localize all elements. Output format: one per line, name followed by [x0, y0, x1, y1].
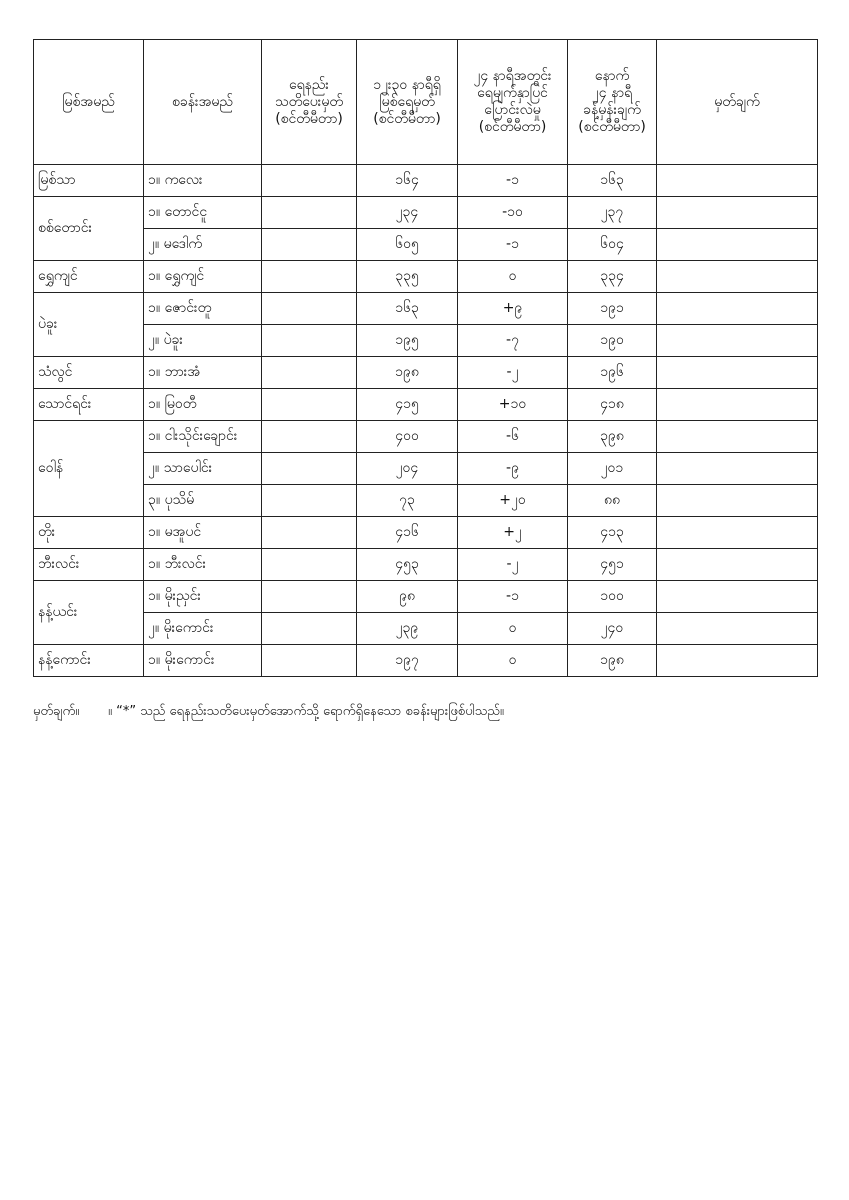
danger-level-cell: [262, 293, 357, 325]
station-name-cell: ၁။ မအူပင်: [144, 517, 262, 549]
table-body: [34, 165, 818, 677]
danger-level-cell: [262, 261, 357, 293]
table-row: [34, 485, 818, 517]
change-cell: ၀: [458, 261, 568, 293]
change-cell: -၁: [458, 229, 568, 261]
change-cell: -၁: [458, 165, 568, 197]
table-row: [34, 229, 818, 261]
forecast-cell: ၈၈: [568, 485, 657, 517]
river-name-cell: နန့်ယင်း: [34, 581, 144, 645]
station-name-cell: ၁။ ဘီးလင်း: [144, 549, 262, 581]
station-name-cell: ၂။ သာပေါင်း: [144, 453, 262, 485]
table-row: [34, 197, 818, 229]
header-change: ၂၄ နာရီအတွင်း ရေမျက်နှာပြင် ပြောင်းလဲမှု (စင်တီမီတာ): [458, 40, 568, 165]
table-row: [34, 165, 818, 197]
forecast-cell: ၁၉၆: [568, 357, 657, 389]
station-name-cell: ၂။ ပဲခူး: [144, 325, 262, 357]
change-cell: -၉: [458, 453, 568, 485]
header-remark: မှတ်ချက်: [657, 40, 818, 165]
river-name-cell: မြစ်သာ: [34, 165, 144, 197]
river-name-cell: သောင်ရင်း: [34, 389, 144, 421]
remark-cell: [657, 613, 818, 645]
forecast-cell: ၃၃၄: [568, 261, 657, 293]
river-name-cell: သံလွင်: [34, 357, 144, 389]
danger-level-cell: [262, 453, 357, 485]
danger-level-cell: [262, 485, 357, 517]
water-level-cell: ၉၈: [357, 581, 458, 613]
remark-cell: [657, 165, 818, 197]
station-name-cell: ၁။ ဘားအံ: [144, 357, 262, 389]
danger-level-cell: [262, 613, 357, 645]
forecast-cell: ၄၅၁: [568, 549, 657, 581]
water-level-cell: ၁၆၃: [357, 293, 458, 325]
water-level-cell: ၁၉၅: [357, 325, 458, 357]
change-cell: -၂: [458, 549, 568, 581]
forecast-cell: ၁၆၃: [568, 165, 657, 197]
remark-cell: [657, 485, 818, 517]
water-level-cell: ၄၀၀: [357, 421, 458, 453]
remark-cell: [657, 549, 818, 581]
forecast-cell: ၁၀၀: [568, 581, 657, 613]
danger-level-cell: [262, 549, 357, 581]
table-row: [34, 261, 818, 293]
remark-cell: [657, 421, 818, 453]
forecast-cell: ၁၉၀: [568, 325, 657, 357]
footnote-label: မှတ်ချက်။: [33, 704, 80, 719]
station-name-cell: ၁။ ရွှေကျင်: [144, 261, 262, 293]
water-level-cell: ၁၉၇: [357, 645, 458, 677]
danger-level-cell: [262, 197, 357, 229]
remark-cell: [657, 197, 818, 229]
station-name-cell: ၁။ မိုးကောင်း: [144, 645, 262, 677]
table-row: [34, 389, 818, 421]
forecast-cell: ၂၀၁: [568, 453, 657, 485]
water-level-cell: ၇၃: [357, 485, 458, 517]
danger-level-cell: [262, 325, 357, 357]
river-name-cell: ဘီးလင်း: [34, 549, 144, 581]
remark-cell: [657, 261, 818, 293]
header-row: [34, 40, 818, 165]
change-cell: +၁၀: [458, 389, 568, 421]
change-cell: +၉: [458, 293, 568, 325]
header-station: စခန်းအမည်: [144, 40, 262, 165]
water-level-table: [33, 39, 818, 677]
forecast-cell: ၃၉၈: [568, 421, 657, 453]
table-row: [34, 549, 818, 581]
header-water-level: ၁၂း၃၀ နာရီရှိ မြစ်ရေမှတ် (စင်တီမီတာ): [357, 40, 458, 165]
header-river: မြစ်အမည်: [34, 40, 144, 165]
change-cell: -၆: [458, 421, 568, 453]
change-cell: -၁၀: [458, 197, 568, 229]
table-row: [34, 421, 818, 453]
station-name-cell: ၁။ ဇောင်းတူ: [144, 293, 262, 325]
danger-level-cell: [262, 645, 357, 677]
forecast-cell: ၄၁၃: [568, 517, 657, 549]
danger-level-cell: [262, 389, 357, 421]
water-level-cell: ၄၁၆: [357, 517, 458, 549]
remark-cell: [657, 325, 818, 357]
change-cell: +၂: [458, 517, 568, 549]
river-name-cell: နန့်ကောင်း: [34, 645, 144, 677]
station-name-cell: ၁။ ကလေး: [144, 165, 262, 197]
station-name-cell: ၂။ မဒေါက်: [144, 229, 262, 261]
remark-cell: [657, 389, 818, 421]
table-row: [34, 517, 818, 549]
remark-cell: [657, 581, 818, 613]
forecast-cell: ၄၁၈: [568, 389, 657, 421]
station-name-cell: ၂။ မိုးကောင်း: [144, 613, 262, 645]
change-cell: ၀: [458, 645, 568, 677]
danger-level-cell: [262, 165, 357, 197]
water-level-cell: ၁၉၈: [357, 357, 458, 389]
change-cell: ၀: [458, 613, 568, 645]
water-level-cell: ၄၅၃: [357, 549, 458, 581]
table-row: [34, 357, 818, 389]
danger-level-cell: [262, 229, 357, 261]
forecast-cell: ၁၉၈: [568, 645, 657, 677]
water-level-cell: ၂၃၄: [357, 197, 458, 229]
change-cell: -၇: [458, 325, 568, 357]
change-cell: -၂: [458, 357, 568, 389]
water-level-cell: ၁၆၄: [357, 165, 458, 197]
danger-level-cell: [262, 581, 357, 613]
water-level-cell: ၂၃၉: [357, 613, 458, 645]
remark-cell: [657, 293, 818, 325]
change-cell: -၁: [458, 581, 568, 613]
forecast-cell: ၂၄၀: [568, 613, 657, 645]
river-name-cell: ရွှေကျင်: [34, 261, 144, 293]
station-name-cell: ၁။ ငါးသိုင်းချောင်း: [144, 421, 262, 453]
remark-cell: [657, 645, 818, 677]
table-row: [34, 581, 818, 613]
remark-cell: [657, 453, 818, 485]
danger-level-cell: [262, 421, 357, 453]
river-name-cell: စစ်တောင်း: [34, 197, 144, 261]
danger-level-cell: [262, 517, 357, 549]
water-level-cell: ၃၃၅: [357, 261, 458, 293]
station-name-cell: ၁။ မိုးညှင်း: [144, 581, 262, 613]
table-row: [34, 645, 818, 677]
footnote: [33, 703, 504, 722]
forecast-cell: ၆၀၄: [568, 229, 657, 261]
river-name-cell: ပဲခူး: [34, 293, 144, 357]
danger-level-cell: [262, 357, 357, 389]
table-row: [34, 325, 818, 357]
table-row: [34, 453, 818, 485]
river-name-cell: ဝေါန်: [34, 421, 144, 517]
header-forecast: နောက် ၂၄ နာရီ ခန့်မှန်းချက် (စင်တီမီတာ): [568, 40, 657, 165]
river-name-cell: တိုး: [34, 517, 144, 549]
remark-cell: [657, 229, 818, 261]
forecast-cell: ၂၃၇: [568, 197, 657, 229]
water-level-cell: ၄၁၅: [357, 389, 458, 421]
table-row: [34, 293, 818, 325]
station-name-cell: ၁။ တောင်ငူ: [144, 197, 262, 229]
table-row: [34, 613, 818, 645]
remark-cell: [657, 357, 818, 389]
water-level-cell: ၆၀၅: [357, 229, 458, 261]
forecast-cell: ၁၉၁: [568, 293, 657, 325]
header-danger-level: ရေနည်း သတိပေးမှတ် (စင်တီမီတာ): [262, 40, 357, 165]
change-cell: +၂၀: [458, 485, 568, 517]
station-name-cell: ၃။ ပုသိမ်: [144, 485, 262, 517]
remark-cell: [657, 517, 818, 549]
water-level-cell: ၂၀၄: [357, 453, 458, 485]
station-name-cell: ၁။ မြဝတီ: [144, 389, 262, 421]
footnote-text: ။ “*” သည် ရေနည်းသတိပေးမှတ်အောက်သို့ ရောက်ရှိနေသော စခန်းများဖြစ်ပါသည်။: [108, 704, 504, 719]
